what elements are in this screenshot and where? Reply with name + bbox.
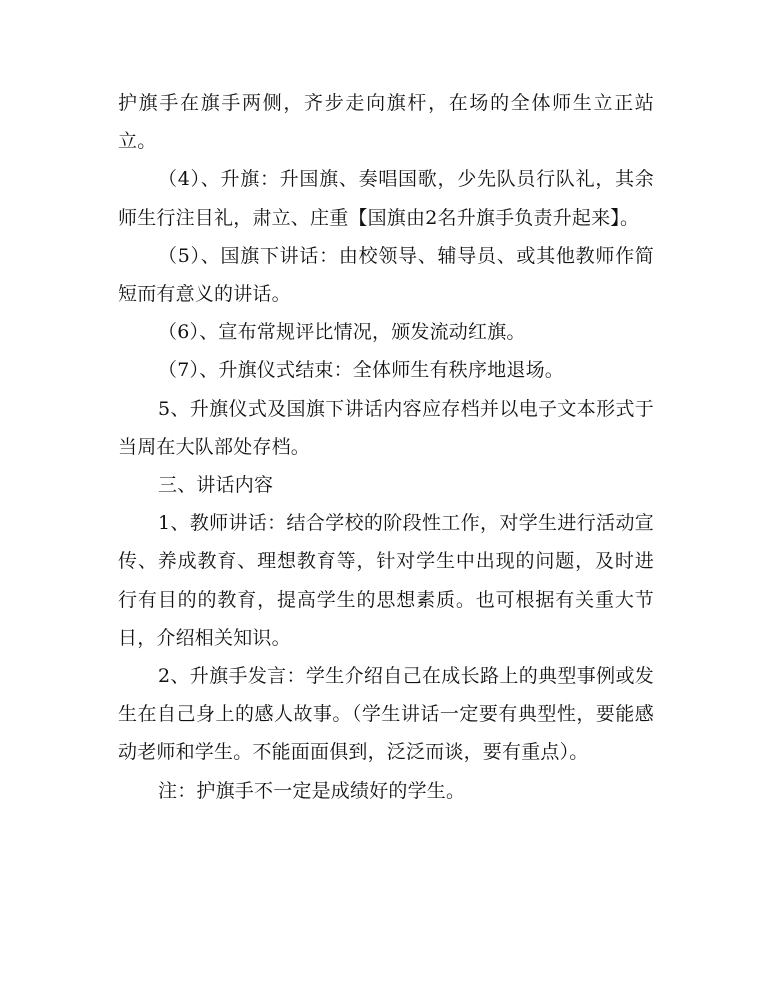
paragraph-note: 注：护旗手不一定是成绩好的学生。 [158,779,466,802]
paragraph-item-1-teacher-speech: 1、教师讲话：结合学校的阶段性工作，对学生进行活动宣传、养成教育、理想教育等，针对学生中出现的问题，及时进行有目的的教育，提高学生的思想素质。也可根据有关重大节日，介绍相关知识。 [118,512,654,649]
document-body [118,84,654,810]
paragraph-flag-guards: 护旗手在旗手两侧，齐步走向旗杆，在场的全体师生立正站立。 [118,92,654,153]
paragraph-item-5-archive: 5、升旗仪式及国旗下讲话内容应存档并以电子文本形式于当周在大队部处存档。 [118,397,654,458]
paragraph-step-7-end: （7）、升旗仪式结束：全体师生有秩序地退场。 [158,359,564,382]
paragraph-step-6-awards: （6）、宣布常规评比情况，颁发流动红旗。 [158,321,526,344]
paragraph-step-4-raise-flag: （4）、升旗：升国旗、奏唱国歌，少先队员行队礼，其余师生行注目礼，肃立、庄重【国旗由2名升旗手负责升起来】。 [118,168,654,229]
paragraph-item-2-flag-raiser-speech: 2、升旗手发言：学生介绍自己在成长路上的典型事例或发生在自己身上的感人故事。（学生讲话一定要有典型性，要能感动老师和学生。不能面面俱到，泛泛而谈，要有重点）。 [118,665,654,764]
paragraph-step-5-speech: （5）、国旗下讲话：由校领导、辅导员、或其他教师作简短而有意义的讲话。 [118,244,654,306]
section-heading-speech-content: 三、讲话内容 [158,474,274,497]
